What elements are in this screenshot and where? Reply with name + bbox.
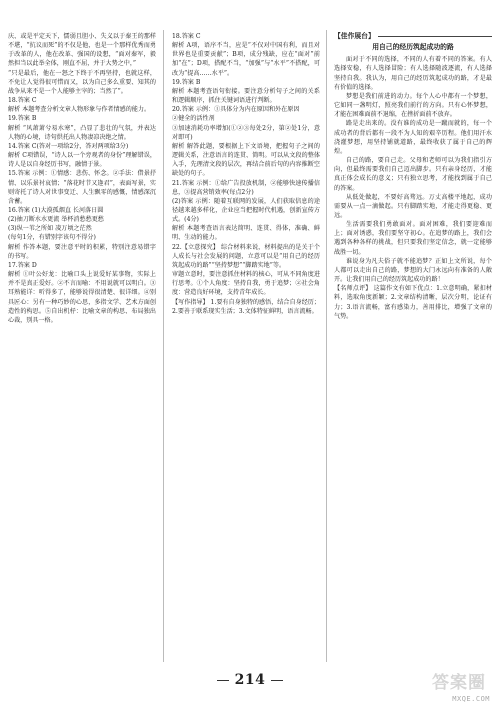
text-paragraph: 【写作指导】 1.要有自身独特的感悟，结合自身经历；2.要善于联系现实生活；3.文体特征鲜明，语言流畅。 [172,298,320,315]
text-paragraph: 22.【立意探究】 综合材料来说，材料提出的是关于个人成长与社会发展的问题，立意可以是“用自己的经历筑起成功的路”“坚持梦想”“脚踏实地”等。 [172,243,320,269]
text-paragraph: 20.答案 示例：①具体分为内在原因和外在原因 [172,106,300,114]
text-paragraph: 从低处做起，不要好高骛远。万丈高楼平地起，成功需要从一点一滴做起。只有脚踏实地，才能走得更稳、更远。 [334,193,492,219]
text-paragraph: (每句1分，有错别字该句不得分) [8,234,96,242]
text-paragraph: 解析 ①叶公好龙：比喻口头上说爱好某事物，实际上并不是真正爱好。②不言而喻：不用说就可以明白。③耳熟能详：听得多了，能够说得很清楚、很详细。④别具匠心：另有一种巧妙的心思，多指文学、艺术方面创造性的构思。⑤自出机杼：比喻文章的构思、布局独出心裁，别具一格。 [8,271,156,324]
section-heading [334,32,492,41]
watermark-logo [402,669,494,705]
text-paragraph: (2)抽刀断水水更流 举杯消愁愁更愁 [8,216,104,224]
text-paragraph: 解析 本题考查分析文章人物形象与作者情感的能力。 [8,106,151,114]
heading-rule [378,36,492,37]
text-paragraph: (3)纵一苇之所如 凌万顷之茫然 [8,225,92,233]
text-paragraph: 梦想是我们前进的动力。每个人心中都有一个梦想，它如同一盏明灯，照亮我们前行的方向。只有心怀梦想，才能在困难面前不退缩，在挫折面前不放弃。 [334,92,492,119]
essay-title: 用自己的经历筑起成功的路 [372,43,454,52]
text-paragraph: 19.答案 B [172,78,201,86]
text-paragraph: 解析 “风萧萧兮易水寒”，凸显了悲壮的气氛，并表达人物的心境，诗句烘托出人物凄凉决绝之情。 [8,124,156,141]
text-paragraph: 16.答案 (1)大漠孤烟直 长河落日圆 [8,206,104,214]
section-tag: 【佳作展台】 [334,32,375,40]
column-right [334,32,492,658]
text-paragraph: 21.答案 示例：①给广告投放机制，②能够快速传播信息，③提高营销效率(每点2分) [172,179,320,196]
text-paragraph: 19.答案 B [8,115,37,123]
text-paragraph: 解析 本题考查语句衔接。要注意分析句子之间的关系和逻辑顺序，抓住关键词语进行判断。 [172,87,320,105]
text-paragraph: 18.答案 C [172,33,201,40]
text-paragraph: 生活需要我们勇敢面对。面对困难，我们要迎难而上；面对诱惑，我们要坚守初心。在追梦的路上，我们会遇到各种各样的挑战，但只要我们坚定信念，就一定能够战胜一切。 [334,221,492,256]
text-paragraph: 解析 本题考查语言表达简明、连贯、得体，准确、鲜明、生动的能力。 [172,225,320,242]
text-paragraph: 14.答案 C(答对一项给2分，答对两项给3分) [8,142,129,150]
text-paragraph: 解析 A项，语序不当，应是“不仅对中国有利，而且对世界也是重要贡献”；B项，成分残缺，应在“面对”前加“在”；D项，搭配不当，“加强”与“水平”不搭配，可改为“提高……水平”。 [172,42,320,77]
page-number-dash [217,680,229,681]
text-paragraph: 【名师点评】 这篇作文有如下优点：1.立意明确，紧扣材料，选取角度新颖；2.文章结构清晰，层次分明，论证有力；3.语言流畅，富有感染力，善用排比，增强了文章的气势。 [334,285,492,320]
text-paragraph: 解析 C项错误，“诗人以一个旁观者的身份”理解错误，诗人是以自身经历书写，融情于景。 [8,152,156,169]
text-paragraph: 18.答案 C [8,97,37,105]
page-number-text: 214 [234,672,266,688]
text-paragraph: ③加速消耗功率增加(①②③每处2分，第②处1分，意对即可) [172,124,320,141]
column-divider [163,30,164,662]
column-left [8,32,156,658]
column-middle [172,32,320,658]
watermark-cn: 答案圈 [432,673,486,693]
text-paragraph: 面对于不同的选择，不同的人有着不同的答案。有人选择安稳，有人选择冒险；有人选择随波逐流，有人选择坚持自我。我认为，用自己的经历筑起成功的路，才是最有价值的选择。 [334,56,492,91]
text-paragraph: 审题立意时，要注意抓住材料的核心，可从不同角度进行思考。①个人角度：坚持自我，勇于追梦；②社会角度：营造良好环境，支持青年成长。 [172,271,320,297]
text-paragraph: 自己的路，要自己走。父母和老师可以为我们指引方向，但最终需要我们自己迈出脚步。只有亲身经历，才能真正体会成长的意义；只有独立思考，才能找到属于自己的答案。 [334,157,492,192]
text-paragraph: 17.答案 D [8,261,37,269]
watermark-url: MXQE.COM [452,695,490,703]
column-divider [326,30,327,662]
text-paragraph: (2)答案 示例：随着互联网的发展，人们获取信息的途径越来越多样化，企业应当把握时代机遇，创新宣传方式。(4分) [172,197,320,224]
text-paragraph: 谁说身为凡夫俗子就不能追梦？正如上文所说，每个人都可以走出自己的路，梦想的大门永远向有准备的人敞开。让我们用自己的经历筑起成功的路！ [334,257,492,284]
text-paragraph: 解析 作答本题，要注意平时的积累，特别注意易错字的书写。 [8,243,156,260]
text-paragraph: 15.答案 示例：①情感：悲伤、怀念。②手法：借景抒情、以乐景衬哀情；“落花时节又逢君”，表面写景，实则寄托了诗人对世事变迁、人生飘零的感慨，情感深沉含蓄。 [8,170,156,205]
text-paragraph: 庆、或是平定天下，懦弱且胆小、失义以于秦王的那样不堪，“抗议而死”的不仅是他，也是一个那样优秀而勇于改革的人，他在改革、强国的设想，“面对秦军，毅然担当以此举全体，刚直不屈，并于大势之中，” [8,33,156,68]
text-paragraph: ②健全的活性剂 [172,115,215,123]
essay-body [334,55,492,321]
page-number-dash [271,680,283,681]
text-paragraph: “只是最后，他在一怒之下终于不再坚持，也就这样，不免让人觉得很可惜而又，以为自己多么重要、知其的战争从来不是一个人能够主宰的；当然了”。 [8,69,156,95]
text-paragraph: 路是走出来的。没有谁的成功是一蹴而就的，每一个成功者的背后都有一段不为人知的艰辛历程。他们用汗水浇灌梦想，用坚持铺就道路，最终收获了属于自己的辉煌。 [334,120,492,155]
text-paragraph: 解析 解答此题，要根据上下文语境，把握句子之间的逻辑关系，注意语言的连贯、简明。可以从文段的整体入手，先理清文段的层次，再结合前后句的内容推断空缺处的句子。 [172,142,320,178]
